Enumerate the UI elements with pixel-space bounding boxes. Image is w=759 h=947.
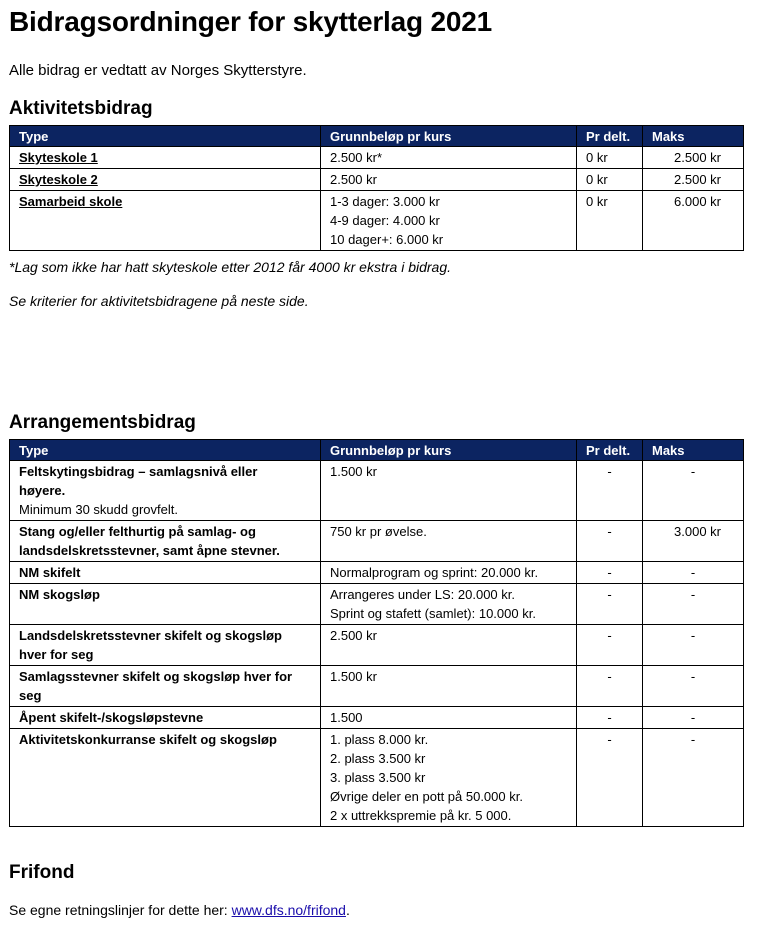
cell-pr-delt: -: [577, 625, 643, 666]
cell-maks: -: [643, 584, 744, 625]
grunnbelop-line: 1.500 kr: [330, 464, 377, 479]
table-row: [10, 666, 744, 707]
grunnbelop-line: 2.500 kr: [330, 628, 377, 643]
cell-pr-delt: -: [577, 584, 643, 625]
frifond-text: [9, 902, 350, 918]
cell-type: [10, 562, 321, 584]
type-line: Stang og/eller felthurtig på samlag- og: [19, 524, 256, 539]
grunnbelop-line: Arrangeres under LS: 20.000 kr.: [330, 587, 516, 602]
cell-maks: 3.000 kr: [643, 521, 744, 562]
cell-maks: -: [643, 562, 744, 584]
intro-text: Alle bidrag er vedtatt av Norges Skytterstyre.: [9, 62, 307, 79]
cell-type: [10, 707, 321, 729]
header-maks: Maks: [643, 126, 744, 147]
arrangement-table: [9, 439, 744, 827]
note-skyteskole: *Lag som ikke har hatt skyteskole etter 2012 får 4000 kr ekstra i bidrag.: [9, 259, 452, 275]
table-row: [10, 521, 744, 562]
type-line: NM skifelt: [19, 565, 81, 580]
cell-grunnbelop: [321, 461, 577, 521]
frifond-heading: Frifond: [9, 862, 75, 883]
page-title: Bidragsordninger for skytterlag 2021: [9, 6, 492, 37]
grunnbelop-line: 1.500: [330, 710, 363, 725]
table-row: [10, 584, 744, 625]
grunnbelop-line: 1. plass 8.000 kr.: [330, 732, 429, 747]
cell-grunnbelop: [321, 562, 577, 584]
type-line: landsdelskretsstevner, samt åpne stevner.: [19, 543, 280, 558]
cell-grunnbelop: [321, 584, 577, 625]
header-grunnbelop: Grunnbeløp pr kurs: [321, 126, 577, 147]
cell-type: [10, 625, 321, 666]
cell-pr-delt: -: [577, 521, 643, 562]
table-row: [10, 147, 744, 169]
arrangement-header-row: [10, 440, 744, 461]
header-type: Type: [10, 440, 321, 461]
table-row: [10, 707, 744, 729]
grunnbelop-line: 2. plass 3.500 kr: [330, 751, 426, 766]
frifond-text-before: Se egne retningslinjer for dette her:: [9, 902, 232, 918]
type-label: Samarbeid skole: [19, 194, 123, 209]
arrangement-heading: Arrangementsbidrag: [9, 412, 196, 433]
grunnbelop-line: 2 x uttrekkspremie på kr. 5 000.: [330, 808, 512, 823]
type-subnote: Minimum 30 skudd grovfelt.: [19, 502, 178, 517]
grunnbelop-line: 2.500 kr*: [330, 150, 383, 165]
cell-grunnbelop: [321, 666, 577, 707]
frifond-text-after: .: [345, 902, 350, 918]
aktivitet-header-row: [10, 126, 744, 147]
frifond-link[interactable]: www.dfs.no/frifond: [231, 902, 346, 918]
cell-type: [10, 191, 321, 251]
type-line: Feltskytingsbidrag – samlagsnivå eller: [19, 464, 258, 479]
grunnbelop-line: 10 dager+: 6.000 kr: [330, 232, 444, 247]
cell-maks: -: [643, 625, 744, 666]
type-line: hver for seg: [19, 647, 94, 662]
type-label: Skyteskole 2: [19, 172, 98, 187]
header-pr-delt: Pr delt.: [577, 126, 643, 147]
type-line: seg: [19, 688, 42, 703]
grunnbelop-line: 2.500 kr: [330, 172, 377, 187]
grunnbelop-line: 1-3 dager: 3.000 kr: [330, 194, 440, 209]
cell-maks: -: [643, 707, 744, 729]
cell-pr-delt: -: [577, 562, 643, 584]
aktivitet-table: [9, 125, 744, 251]
type-line: høyere.: [19, 483, 66, 498]
header-grunnbelop: Grunnbeløp pr kurs: [321, 440, 577, 461]
header-pr-delt: Pr delt.: [577, 440, 643, 461]
cell-type: [10, 729, 321, 827]
cell-grunnbelop: [321, 521, 577, 562]
grunnbelop-line: Sprint og stafett (samlet): 10.000 kr.: [330, 606, 536, 621]
grunnbelop-line: 3. plass 3.500 kr: [330, 770, 426, 785]
grunnbelop-line: 4-9 dager: 4.000 kr: [330, 213, 440, 228]
header-maks: Maks: [643, 440, 744, 461]
cell-type: [10, 147, 321, 169]
table-row: [10, 625, 744, 666]
aktivitet-heading: Aktivitetsbidrag: [9, 98, 153, 119]
type-line: Åpent skifelt-/skogsløpstevne: [19, 710, 204, 725]
header-type: Type: [10, 126, 321, 147]
grunnbelop-line: Øvrige deler en pott på 50.000 kr.: [330, 789, 523, 804]
type-line: Landsdelskretsstevner skifelt og skogsløp: [19, 628, 282, 643]
grunnbelop-line: Normalprogram og sprint: 20.000 kr.: [330, 565, 539, 580]
cell-pr-delt: -: [577, 707, 643, 729]
cell-grunnbelop: [321, 729, 577, 827]
cell-maks: 6.000 kr: [643, 191, 744, 251]
cell-pr-delt: -: [577, 461, 643, 521]
cell-maks: 2.500 kr: [643, 147, 744, 169]
cell-grunnbelop: [321, 625, 577, 666]
cell-maks: -: [643, 461, 744, 521]
cell-maks: 2.500 kr: [643, 169, 744, 191]
cell-pr-delt: -: [577, 666, 643, 707]
type-line: NM skogsløp: [19, 587, 100, 602]
cell-pr-delt: 0 kr: [577, 191, 643, 251]
table-row: [10, 461, 744, 521]
cell-pr-delt: -: [577, 729, 643, 827]
table-row: [10, 169, 744, 191]
type-line: Samlagsstevner skifelt og skogsløp hver for: [19, 669, 293, 684]
cell-grunnbelop: [321, 707, 577, 729]
table-row: [10, 191, 744, 251]
note-kriterier: Se kriterier for aktivitetsbidragene på neste side.: [9, 293, 309, 309]
cell-pr-delt: 0 kr: [577, 169, 643, 191]
cell-type: [10, 461, 321, 521]
cell-maks: -: [643, 666, 744, 707]
cell-grunnbelop: [321, 147, 577, 169]
table-row: [10, 562, 744, 584]
cell-type: [10, 521, 321, 562]
cell-type: [10, 666, 321, 707]
cell-type: [10, 584, 321, 625]
grunnbelop-line: 1.500 kr: [330, 669, 377, 684]
cell-maks: -: [643, 729, 744, 827]
cell-pr-delt: 0 kr: [577, 147, 643, 169]
type-label: Skyteskole 1: [19, 150, 98, 165]
grunnbelop-line: 750 kr pr øvelse.: [330, 524, 427, 539]
table-row: [10, 729, 744, 827]
cell-grunnbelop: [321, 191, 577, 251]
cell-grunnbelop: [321, 169, 577, 191]
type-line: Aktivitetskonkurranse skifelt og skogsløp: [19, 732, 277, 747]
cell-type: [10, 169, 321, 191]
